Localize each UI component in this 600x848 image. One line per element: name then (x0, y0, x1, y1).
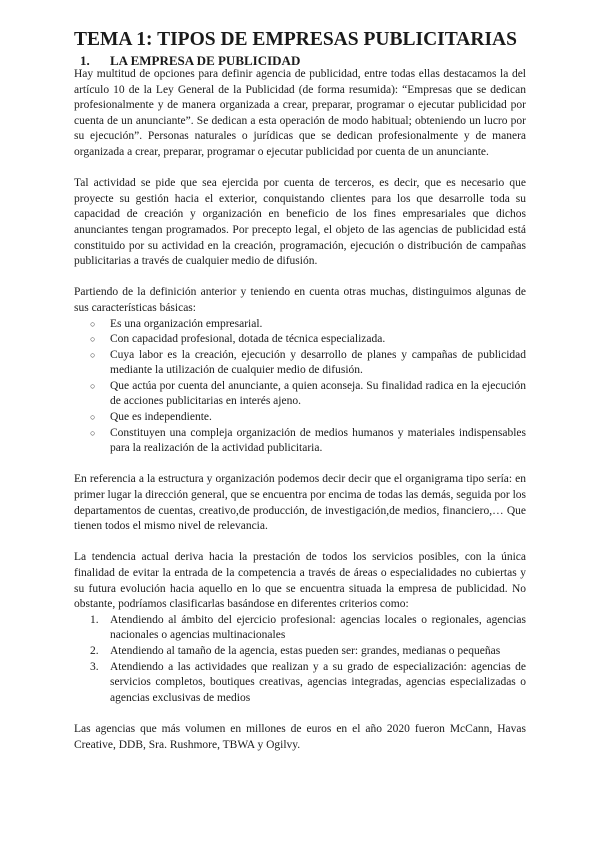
list-item: 2. Atendiendo al tamaño de la agencia, estas pueden ser: grandes, medianas o pequeñas (74, 644, 526, 660)
list-item: ○ Cuya labor es la creación, ejecución y desarrollo de planes y campañas de publicidad mediante la utilización de cualquier medio de difusión. (90, 348, 526, 377)
list-item: 1. Atendiendo al ámbito del ejercicio profesional: agencias locales o regionales, agencias nacionales o agencias multinacionales (90, 613, 526, 642)
bullet-icon: ○ (90, 334, 96, 345)
section-heading-text: LA EMPRESA DE PUBLICIDAD (110, 53, 301, 68)
bullet-icon: ○ (90, 349, 96, 360)
paragraph-activity: Tal actividad se pide que sea ejercida por cuenta de terceros, es decir, que es necesario que proyecte su gestión hacia el exterior, conquistando clientes para los que desarrolle toda su capacidad de creación y organización en beneficio de los fines empresariales que dichos anunciantes tengan programados. Por precepto legal, el objeto de las agencias de publicidad está constituido por su actividad en la creación, programación, ejecución o distribución de campañas publicitarias a través de cualquier medio de difusión. (74, 177, 526, 268)
list-number: 2. (90, 644, 99, 657)
list-item: ○ Que actúa por cuenta del anunciante, a quien aconseja. Su finalidad radica en la ejecución de acciones publicitarias en interés ajeno. (90, 379, 526, 408)
criteria-list (74, 613, 526, 707)
paragraph-definition: Hay multitud de opciones para definir agencia de publicidad, entre todas ellas destacamos la del artículo 10 de la Ley General de la Publicidad (de forma resumida): “Empresas que se dedican profesionalmente y de manera organizada a crear, preparar, programar o ejecutar publicidad por cuenta de un anunciante”. Se dedican a esta operación de modo habitual; obteniendo un lucro por su ejecución”. Personas naturales o jurídicas que se dedican profesionalmente y de manera organizada a crear, preparar, programar o ejecutar publicidad por cuenta de un anunciante. (74, 68, 526, 158)
paragraph-top-agencies: Las agencias que más volumen en millones de euros en el año 2020 fueron McCann, Havas Creative, DDB, Sra. Rushmore, TBWA y Ogilvy. (74, 722, 526, 751)
section-number: 1. (80, 53, 90, 68)
list-item: 3. Atendiendo a las actividades que realizan y a su grado de especialización: agencias de servicios completos, boutiques creativas, agencias integradas, agencias especializadas o agencias exclusivas de medios (90, 660, 526, 704)
bullet-icon: ○ (90, 412, 96, 423)
list-item: ○ Constituyen una compleja organización de medios humanos y materiales indispensables para la realización de la actividad publicitaria. (90, 426, 526, 455)
bullet-icon: ○ (90, 427, 96, 438)
list-number: 1. (90, 613, 99, 626)
document-body (74, 67, 526, 769)
paragraph-trend: La tendencia actual deriva hacia la prestación de todos los servicios posibles, con la única finalidad de evitar la entrada de la competencia a través de áreas o especialidades no cubiertas y su futura evolución hacia aquello en lo que se encuentra situada la empresa de publicidad. No obstante, podríamos clasificarlas basándose en diferentes criterios como: (74, 551, 526, 611)
list-item: ○ Es una organización empresarial. (74, 317, 526, 333)
paragraph-structure: En referencia a la estructura y organización podemos decir decir que el organigrama tipo sería: en primer lugar la dirección general, que se encuentra por encima de todas las demás, seguida por los departamentos de cuentas, creativo,de producción, de investigación,de medios, financiero,… Que tienen todos el mismo nivel de relevancia. (74, 473, 526, 533)
characteristics-list (74, 317, 526, 457)
document-title: TEMA 1: TIPOS DE EMPRESAS PUBLICITARIAS (74, 29, 517, 50)
bullet-icon: ○ (90, 380, 96, 391)
list-number: 3. (90, 660, 99, 673)
paragraph-characteristics-intro: Partiendo de la definición anterior y teniendo en cuenta otras muchas, distinguimos algunas de sus características básicas: (74, 286, 526, 314)
list-item: ○ Que es independiente. (74, 410, 526, 426)
list-item: ○ Con capacidad profesional, dotada de técnica especializada. (74, 332, 526, 348)
bullet-icon: ○ (90, 318, 96, 329)
